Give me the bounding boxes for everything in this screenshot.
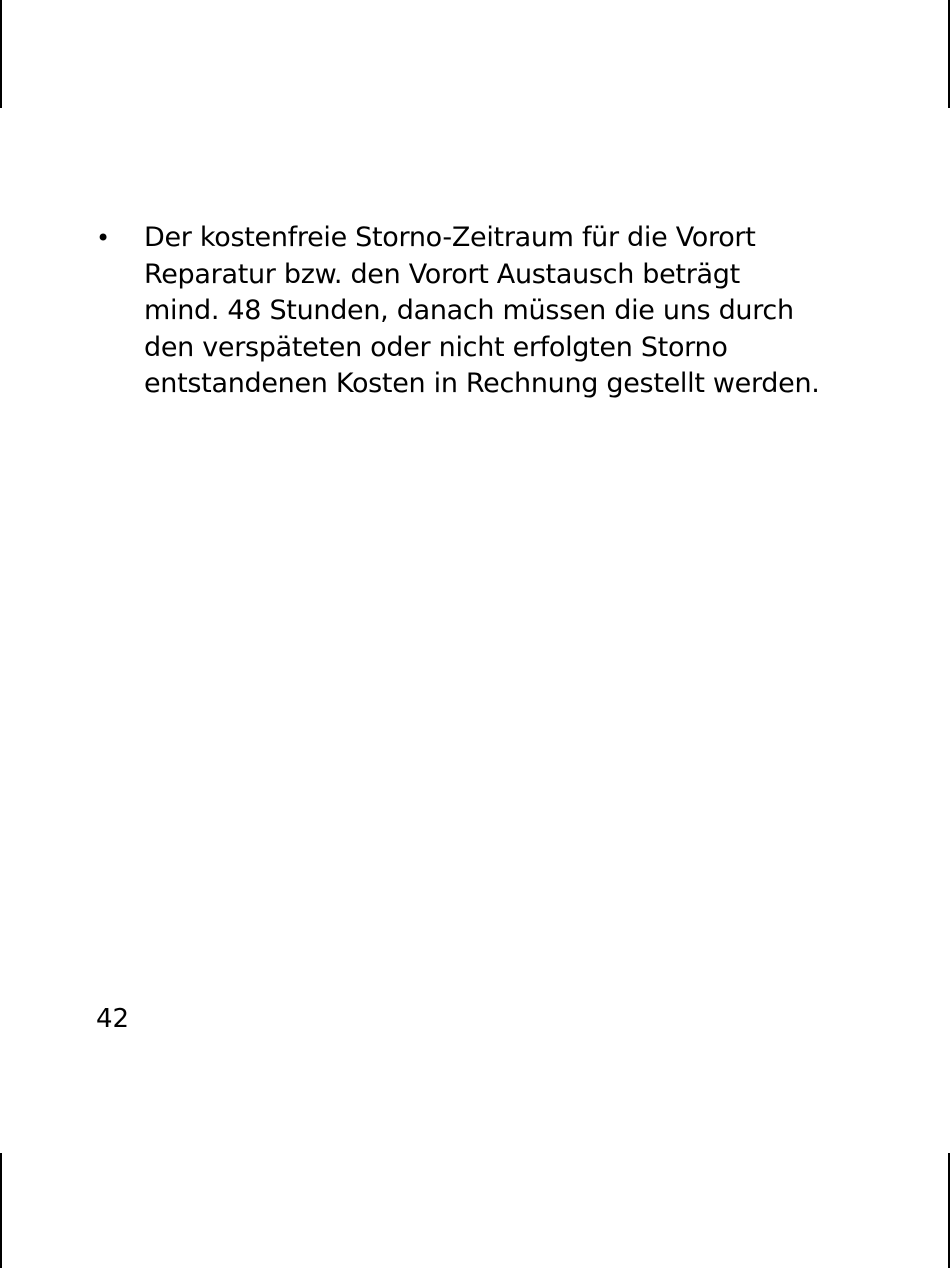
bullet-text-line: den verspäteten oder nicht erfolgten Storno	[144, 331, 728, 363]
bullet-text-line: mind. 48 Stunden, danach müssen die uns durch	[144, 295, 794, 326]
bullet-item	[96, 220, 856, 403]
page-content	[96, 220, 856, 403]
bullet-text-line: Der kostenfreie Storno-Zeitraum für die Vorort	[144, 222, 756, 253]
bullet-text-line: Reparatur bzw. den Vorort Austausch beträgt	[144, 258, 740, 290]
bullet-icon: •	[96, 224, 111, 252]
bullet-text	[144, 220, 820, 403]
crop-mark-bottom-left	[0, 1153, 2, 1268]
bullet-text-line: entstandenen Kosten in Rechnung gestellt werden.	[144, 368, 820, 399]
page-number: 42	[96, 1004, 130, 1034]
crop-mark-top-left	[0, 0, 2, 108]
